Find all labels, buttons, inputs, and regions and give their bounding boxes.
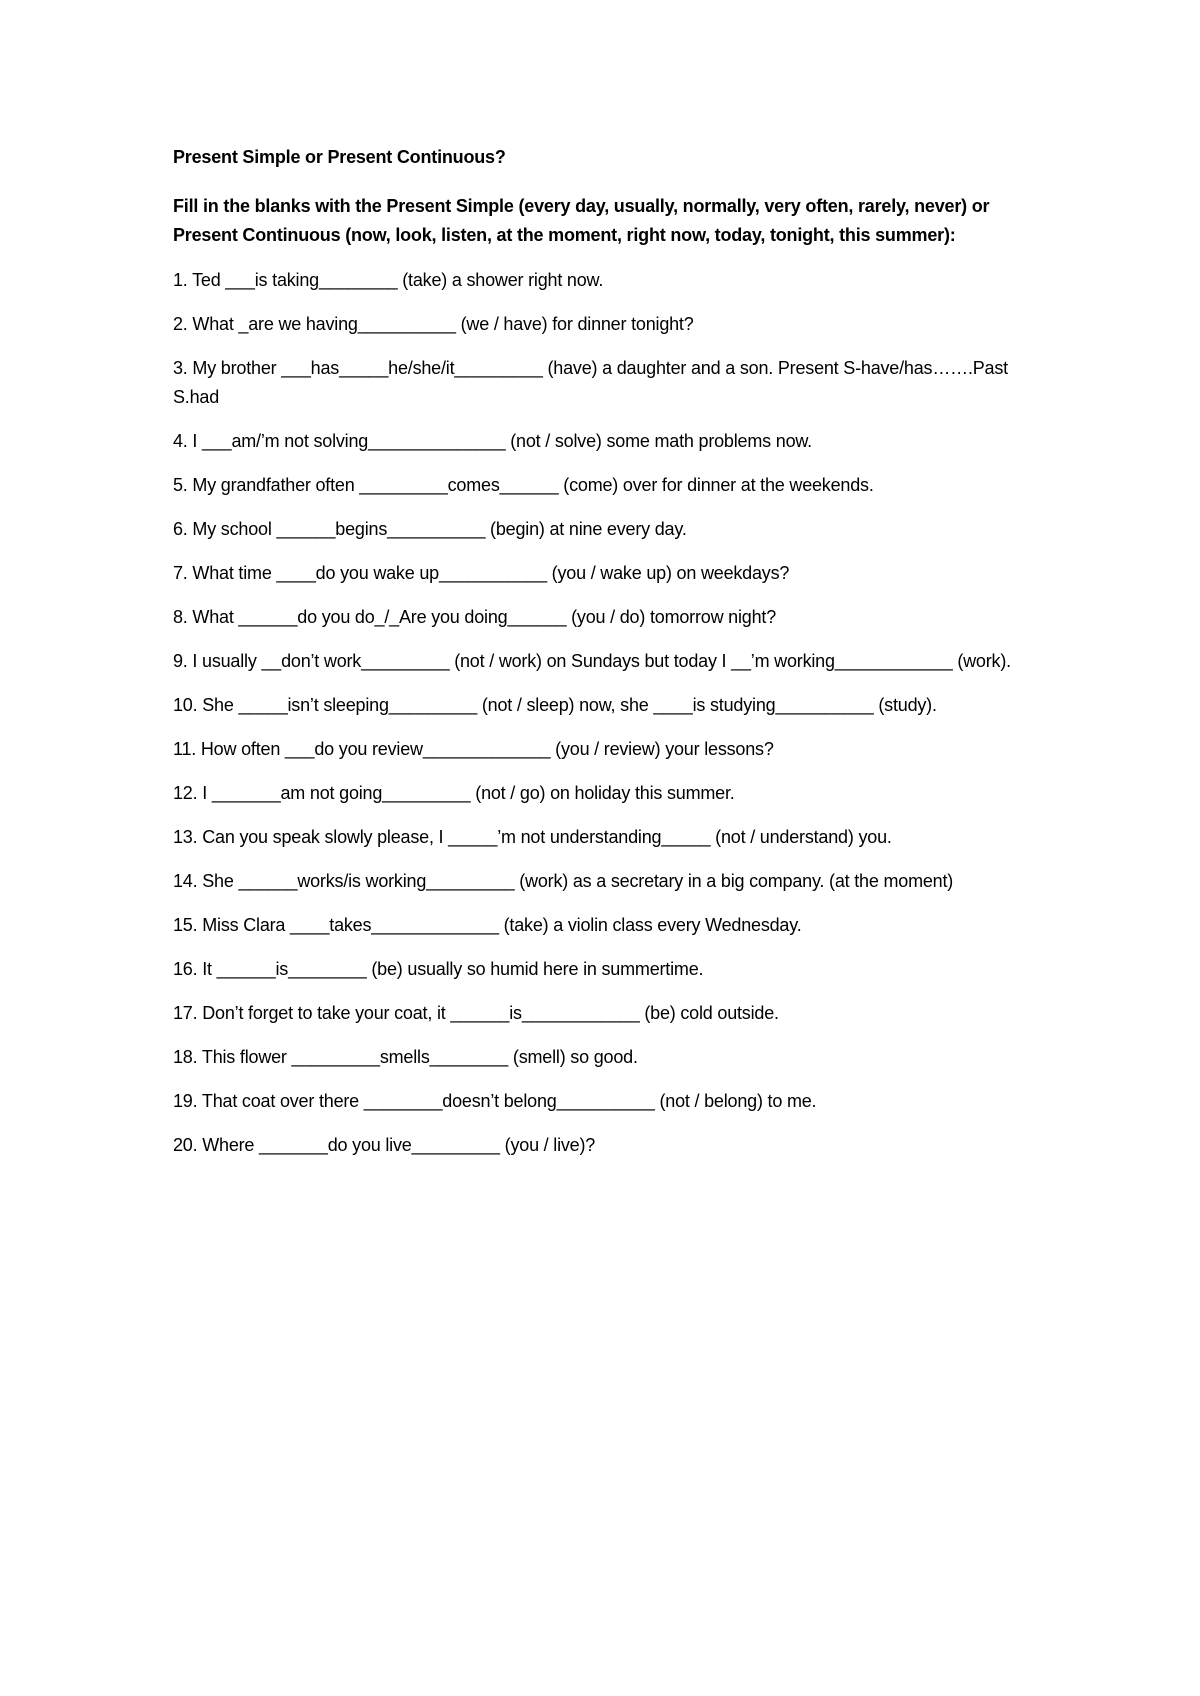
worksheet	[173, 146, 1033, 1175]
exercise-item-13: 13. Can you speak slowly please, I _____’m not understanding_____ (not / understand) you.	[173, 827, 892, 847]
exercise-list	[173, 266, 1033, 1160]
exercise-item-6: 6. My school ______begins__________ (begin) at nine every day.	[173, 519, 687, 539]
worksheet-title: Present Simple or Present Continuous?	[173, 147, 506, 167]
exercise-item-17: 17. Don’t forget to take your coat, it ______is____________ (be) cold outside.	[173, 1003, 779, 1023]
exercise-item-12: 12. I _______am not going_________ (not / go) on holiday this summer.	[173, 783, 735, 803]
exercise-item-18: 18. This flower _________smells________ (smell) so good.	[173, 1047, 638, 1067]
exercise-item-1: 1. Ted ___is taking________ (take) a shower right now.	[173, 270, 604, 290]
exercise-item-9: 9. I usually __don’t work_________ (not / work) on Sundays but today I __’m working____________ (work).	[173, 651, 1011, 671]
exercise-item-16: 16. It ______is________ (be) usually so humid here in summertime.	[173, 959, 704, 979]
exercise-item-10: 10. She _____isn’t sleeping_________ (not / sleep) now, she ____is studying__________ (study).	[173, 695, 937, 715]
exercise-item-2: 2. What _are we having__________ (we / have) for dinner tonight?	[173, 314, 694, 334]
exercise-item-5: 5. My grandfather often _________comes______ (come) over for dinner at the weekends.	[173, 475, 874, 495]
exercise-item-4: 4. I ___am/’m not solving______________ (not / solve) some math problems now.	[173, 431, 812, 451]
exercise-item-11: 11. How often ___do you review_____________ (you / review) your lessons?	[173, 739, 774, 759]
worksheet-instructions: Fill in the blanks with the Present Simple (every day, usually, normally, very often, rarely, never) or Present Continuous (now, look, listen, at the moment, right now, today, tonight, this summer):	[173, 196, 990, 245]
exercise-item-19: 19. That coat over there ________doesn’t belong__________ (not / belong) to me.	[173, 1091, 817, 1111]
exercise-item-3: 3. My brother ___has_____he/she/it_________ (have) a daughter and a son. Present S-have/has…….Past S.had	[173, 358, 1008, 407]
exercise-item-20: 20. Where _______do you live_________ (you / live)?	[173, 1135, 596, 1155]
exercise-item-7: 7. What time ____do you wake up___________ (you / wake up) on weekdays?	[173, 563, 790, 583]
exercise-item-8: 8. What ______do you do_/_Are you doing______ (you / do) tomorrow night?	[173, 607, 777, 627]
exercise-item-15: 15. Miss Clara ____takes_____________ (take) a violin class every Wednesday.	[173, 915, 802, 935]
exercise-item-14: 14. She ______works/is working_________ (work) as a secretary in a big company. (at the moment)	[173, 871, 954, 891]
